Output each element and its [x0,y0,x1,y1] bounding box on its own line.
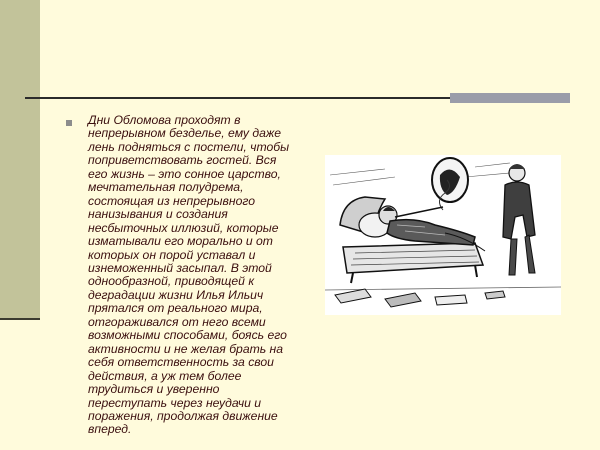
left-decor-bar-edge [0,318,40,320]
oblomov-on-sofa-illustration [325,155,561,315]
body-paragraph: Дни Обломова проходят в непрерывном безделье, ему даже лень подняться с постели, чтобы поприветствовать гостей. Вся его жизнь – это сонное царство, мечтательная полудрема, состоящая из непрерывного нанизывания и создания несбыточных иллюзий, которые изматывали его морально и от которых он порой уставал и изнеможенный засыпал. В этой однообразной, приводящей к деградации жизни Илья Ильич прятался от реального мира, отгораживался от него всеми возможными способами, боясь его активности и не желая брать на себя ответственность за свои действия, а уж тем более трудиться и уверенно переступать через неудачи и поражения, продолжая движение вперед. [88,113,290,437]
bullet-marker [66,120,72,126]
left-decor-bar [0,0,40,318]
accent-bar [450,93,570,103]
